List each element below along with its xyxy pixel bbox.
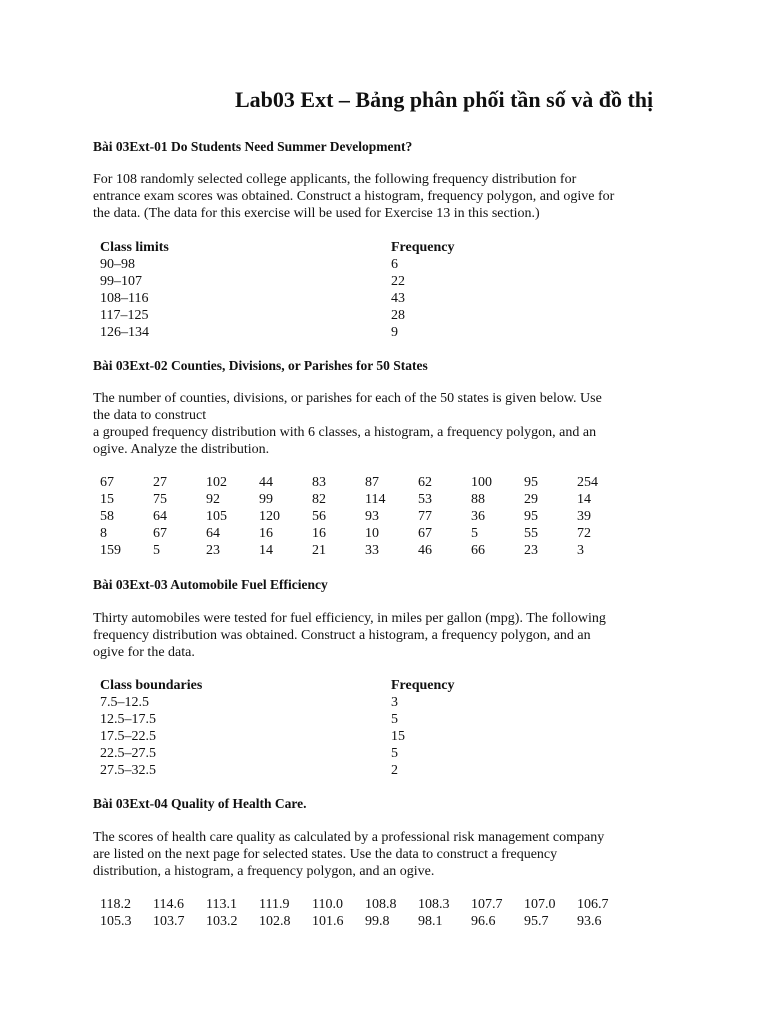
ex3-frequency: 3 <box>391 695 398 710</box>
ex2-cell: 56 <box>312 509 326 524</box>
ex2-cell: 92 <box>206 492 220 507</box>
ex2-cell: 114 <box>365 492 386 507</box>
ex4-paragraph-line: The scores of health care quality as calculated by a professional risk management company <box>93 830 605 845</box>
ex4-cell: 110.0 <box>312 897 343 912</box>
ex2-cell: 5 <box>153 543 160 558</box>
ex2-cell: 64 <box>153 509 167 524</box>
ex2-cell: 159 <box>100 543 121 558</box>
ex2-paragraph-line: ogive. Analyze the distribution. <box>93 442 270 457</box>
ex4-cell: 103.2 <box>206 914 238 929</box>
ex2-paragraph-line: The number of counties, divisions, or parishes for each of the 50 states is given below. Use <box>93 391 602 406</box>
ex2-cell: 62 <box>418 475 432 490</box>
ex2-paragraph-line: a grouped frequency distribution with 6 classes, a histogram, a frequency polygon, and an <box>93 425 597 440</box>
ex1-frequency: 6 <box>391 257 398 272</box>
ex4-cell: 106.7 <box>577 897 609 912</box>
ex1-class-limit: 117–125 <box>100 308 149 323</box>
ex4-cell: 118.2 <box>100 897 131 912</box>
ex4-cell: 108.8 <box>365 897 397 912</box>
ex3-paragraph-line: Thirty automobiles were tested for fuel efficiency, in miles per gallon (mpg). The following <box>93 611 606 626</box>
ex1-heading: Bài 03Ext-01 Do Students Need Summer Development? <box>93 139 413 154</box>
ex2-cell: 21 <box>312 543 326 558</box>
ex2-cell: 55 <box>524 526 538 541</box>
ex2-cell: 67 <box>100 475 114 490</box>
ex1-paragraph-line: entrance exam scores was obtained. Construct a histogram, frequency polygon, and ogive for <box>93 189 615 204</box>
ex2-cell: 44 <box>259 475 273 490</box>
ex2-cell: 58 <box>100 509 114 524</box>
ex3-class-boundary: 22.5–27.5 <box>100 746 156 761</box>
ex4-cell: 111.9 <box>259 897 290 912</box>
ex2-cell: 72 <box>577 526 591 541</box>
ex2-cell: 254 <box>577 475 598 490</box>
ex2-cell: 82 <box>312 492 326 507</box>
ex2-cell: 23 <box>524 543 538 558</box>
ex4-cell: 99.8 <box>365 914 390 929</box>
ex2-cell: 64 <box>206 526 220 541</box>
ex2-cell: 15 <box>100 492 114 507</box>
ex3-class-boundary: 17.5–22.5 <box>100 729 156 744</box>
ex3-paragraph-line: ogive for the data. <box>93 645 195 660</box>
ex3-col-header-class-boundaries: Class boundaries <box>100 678 203 693</box>
ex4-cell: 108.3 <box>418 897 450 912</box>
ex1-paragraph-line: For 108 randomly selected college applicants, the following frequency distribution for <box>93 172 577 187</box>
ex4-cell: 113.1 <box>206 897 237 912</box>
ex2-cell: 46 <box>418 543 432 558</box>
ex4-cell: 93.6 <box>577 914 602 929</box>
ex2-cell: 33 <box>365 543 379 558</box>
ex1-class-limit: 99–107 <box>100 274 142 289</box>
ex2-cell: 95 <box>524 475 538 490</box>
ex4-cell: 107.0 <box>524 897 556 912</box>
ex2-cell: 67 <box>418 526 432 541</box>
ex3-paragraph-line: frequency distribution was obtained. Construct a histogram, a frequency polygon, and an <box>93 628 591 643</box>
ex4-heading: Bài 03Ext-04 Quality of Health Care. <box>93 796 307 811</box>
ex4-cell: 101.6 <box>312 914 344 929</box>
ex4-cell: 98.1 <box>418 914 443 929</box>
ex2-cell: 88 <box>471 492 485 507</box>
ex2-cell: 39 <box>577 509 591 524</box>
ex2-cell: 3 <box>577 543 584 558</box>
ex2-cell: 75 <box>153 492 167 507</box>
ex2-cell: 87 <box>365 475 379 490</box>
ex4-cell: 103.7 <box>153 914 185 929</box>
ex4-cell: 95.7 <box>524 914 549 929</box>
ex4-cell: 102.8 <box>259 914 291 929</box>
ex1-col-header-frequency: Frequency <box>391 240 455 255</box>
ex1-class-limit: 108–116 <box>100 291 149 306</box>
ex1-paragraph-line: the data. (The data for this exercise will be used for Exercise 13 in this section.) <box>93 206 540 221</box>
ex1-frequency: 43 <box>391 291 405 306</box>
ex1-frequency: 9 <box>391 325 398 340</box>
ex2-cell: 77 <box>418 509 432 524</box>
ex2-cell: 100 <box>471 475 492 490</box>
ex2-cell: 10 <box>365 526 379 541</box>
ex2-cell: 27 <box>153 475 167 490</box>
page-title: Lab03 Ext – Bảng phân phối tần số và đồ thị <box>235 87 654 112</box>
ex2-cell: 23 <box>206 543 220 558</box>
ex1-frequency: 22 <box>391 274 405 289</box>
ex4-paragraph-line: are listed on the next page for selected states. Use the data to construct a frequency <box>93 847 558 862</box>
ex4-cell: 105.3 <box>100 914 132 929</box>
ex2-cell: 53 <box>418 492 432 507</box>
ex1-col-header-class-limits: Class limits <box>100 240 169 255</box>
ex3-frequency: 5 <box>391 712 398 727</box>
ex3-frequency: 2 <box>391 763 398 778</box>
ex2-cell: 14 <box>259 543 273 558</box>
ex4-cell: 114.6 <box>153 897 184 912</box>
ex4-cell: 96.6 <box>471 914 496 929</box>
ex3-class-boundary: 27.5–32.5 <box>100 763 156 778</box>
ex2-cell: 99 <box>259 492 273 507</box>
ex3-frequency: 5 <box>391 746 398 761</box>
ex2-cell: 5 <box>471 526 478 541</box>
ex2-heading: Bài 03Ext-02 Counties, Divisions, or Parishes for 50 States <box>93 358 428 373</box>
ex3-heading: Bài 03Ext-03 Automobile Fuel Efficiency <box>93 577 328 592</box>
ex2-cell: 8 <box>100 526 107 541</box>
ex2-cell: 120 <box>259 509 280 524</box>
ex2-cell: 16 <box>259 526 273 541</box>
ex4-cell: 107.7 <box>471 897 503 912</box>
ex3-class-boundary: 7.5–12.5 <box>100 695 149 710</box>
ex2-cell: 93 <box>365 509 379 524</box>
ex2-cell: 67 <box>153 526 167 541</box>
ex3-col-header-frequency: Frequency <box>391 678 455 693</box>
ex2-cell: 66 <box>471 543 485 558</box>
ex2-cell: 95 <box>524 509 538 524</box>
ex2-cell: 16 <box>312 526 326 541</box>
ex2-cell: 102 <box>206 475 227 490</box>
ex1-class-limit: 126–134 <box>100 325 149 340</box>
ex2-cell: 14 <box>577 492 591 507</box>
ex3-class-boundary: 12.5–17.5 <box>100 712 156 727</box>
ex3-frequency: 15 <box>391 729 405 744</box>
ex1-frequency: 28 <box>391 308 405 323</box>
ex1-class-limit: 90–98 <box>100 257 135 272</box>
ex2-paragraph-line: the data to construct <box>93 408 207 423</box>
ex4-paragraph-line: distribution, a histogram, a frequency polygon, and an ogive. <box>93 864 435 879</box>
ex2-cell: 36 <box>471 509 485 524</box>
ex2-cell: 105 <box>206 509 227 524</box>
ex2-cell: 29 <box>524 492 538 507</box>
ex2-cell: 83 <box>312 475 326 490</box>
